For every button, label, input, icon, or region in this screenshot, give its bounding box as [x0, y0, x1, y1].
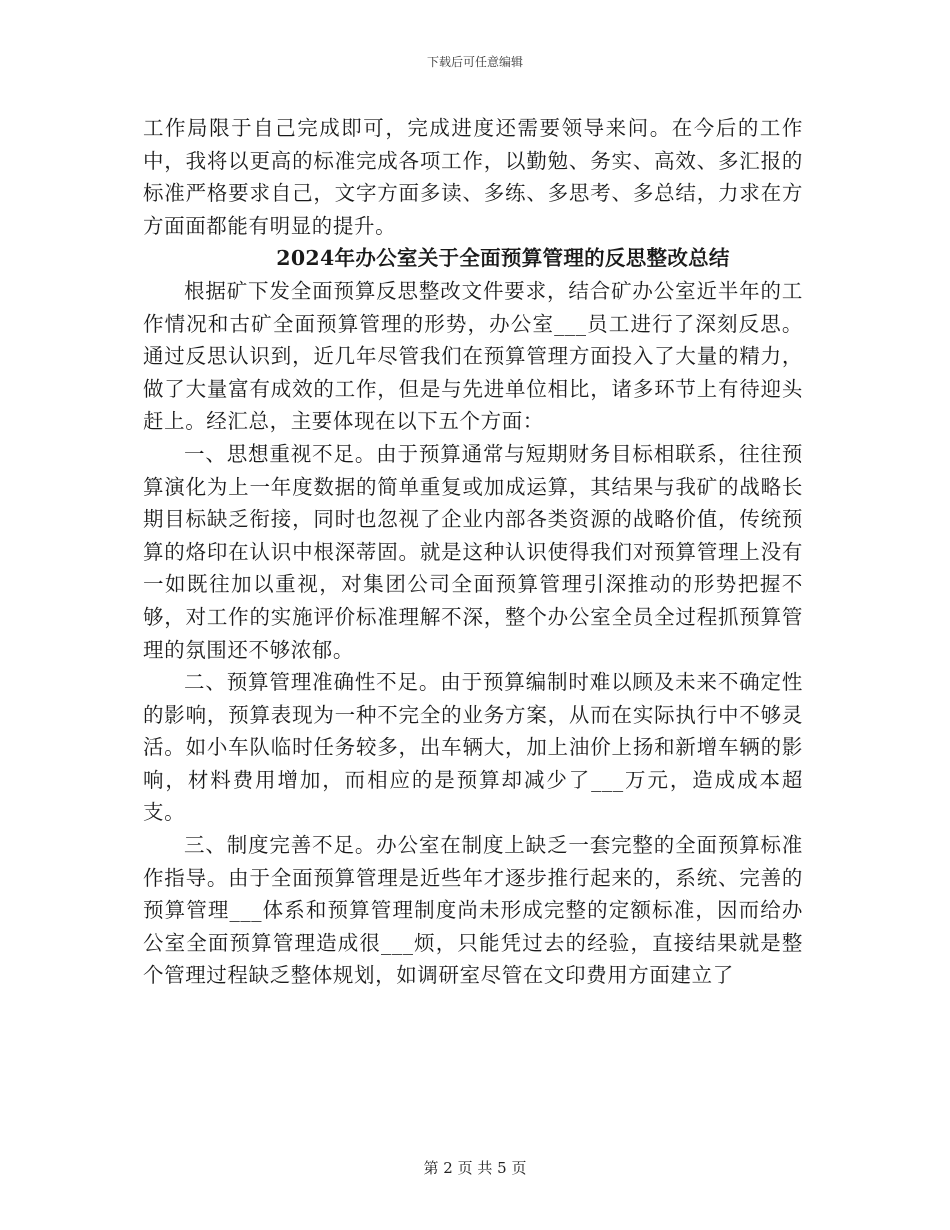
paragraph-point-2: 二、预算管理准确性不足。由于预算编制时难以顾及未来不确定性的影响，预算表现为一种不完全的业务方案，从而在实际执行中不够灵活。如小车队临时任务较多，出车辆大，加上油价上扬和新增车辆的影响，材料费用增加，而相应的是预算却减少了___万元，造成成本超支。 — [143, 670, 803, 825]
page-number: 第 2 页 共 5 页 — [423, 1159, 527, 1177]
header-note: 下载后可任意编辑 — [426, 55, 523, 69]
continuation-paragraph: 工作局限于自己完成即可，完成进度还需要领导来问。在今后的工作中，我将以更高的标准完成各项工作，以勤勉、务实、高效、多汇报的标准严格要求自己，文字方面多读、多练、多思考、多总结，力求在方方面面都能有明显的提升。 — [143, 116, 803, 238]
document-body — [143, 112, 803, 992]
paragraph-intro: 根据矿下发全面预算反思整改文件要求，结合矿办公室近半年的工作情况和古矿全面预算管理的形势，办公室___员工进行了深刻反思。通过反思认识到，近几年尽管我们在预算管理方面投入了大量的精力，做了大量富有成效的工作，但是与先进单位相比，诸多环节上有待迎头赶上。经汇总，主要体现在以下五个方面： — [143, 278, 803, 434]
paragraph-point-3: 三、制度完善不足。办公室在制度上缺乏一套完整的全面预算标准作指导。由于全面预算管理是近些年才逐步推行起来的，系统、完善的预算管理___体系和预算管理制度尚未形成完整的定额标准，因而给办公室全面预算管理造成很___烦，只能凭过去的经验，直接结果就是整个管理过程缺乏整体规划，如调研室尽管在文印费用方面建立了 — [143, 833, 803, 988]
paragraph-point-1: 一、思想重视不足。由于预算通常与短期财务目标相联系，往往预算演化为上一年度数据的简单重复或加成运算，其结果与我矿的战略长期目标缺乏衔接，同时也忽视了企业内部各类资源的战略价值，传统预算的烙印在认识中根深蒂固。就是这种认识使得我们对预算管理上没有一如既往加以重视，对集团公司全面预算管理引深推动的形势把握不够，对工作的实施评价标准理解不深，整个办公室全员全过程抓预算管理的氛围还不够浓郁。 — [143, 441, 803, 662]
document-title: 2024年办公室关于全面预算管理的反思整改总结 — [276, 246, 730, 271]
